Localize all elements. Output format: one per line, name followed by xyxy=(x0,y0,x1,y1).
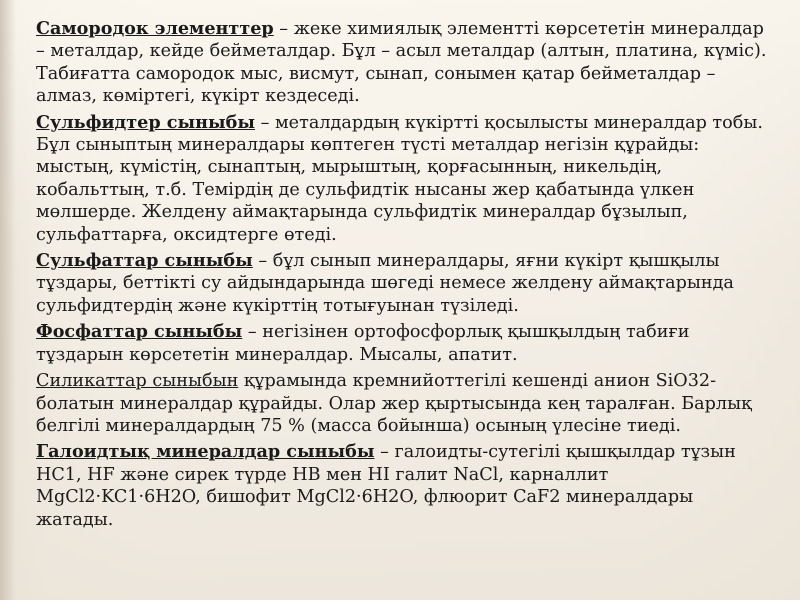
term-native-elements: Самородок элементтер xyxy=(36,18,274,39)
paragraph-text: – жеке химиялық элементті көрсететін минералдар – металдар, кейде бейметалдар. Бұл – асыл металдар (алтын, платина, күміс). Табиғатта самородок мыс, висмут, сынап, сонымен қатар бейметалдар – алмаз, көміртегі, күкірт кездеседі. xyxy=(36,19,767,107)
slide-content xyxy=(36,18,776,535)
slide-left-edge xyxy=(0,0,16,600)
paragraph-sulfides xyxy=(36,112,776,246)
paragraph-text: құрамында кремнийоттегілі кешенді анион SiO32- болатын минералдар құрайды. Олар жер қыртысында кең таралған. Барлық белгілі минералдардың 75 % (масса бойынша) осының үлесіне тиеді. xyxy=(36,371,752,436)
paragraph-sulfates xyxy=(36,250,776,317)
paragraph-silicates xyxy=(36,370,776,437)
term-silicates: Силикаттар сыныбын xyxy=(36,371,239,392)
paragraph-phosphates xyxy=(36,321,776,366)
paragraph-text: – галоидты-сутегілі қышқылдар тұзын HC1, HF және сирек түрде HB мен HI галит NaCl, карналлит MgCl2·KC1·6H2O, бишофит MgCl2·6H2O, флюорит CaF2 минералдары жатады. xyxy=(36,442,736,530)
term-halides: Галоидтық минералдар сыныбы xyxy=(36,441,375,463)
paragraph-text: – негізінен ортофосфорлық қышқылдың табиғи тұздарын көрсететін минералдар. Мысалы, апатит. xyxy=(36,322,690,365)
paragraph-text: – бұл сынып минералдары, яғни күкірт қышқылы тұздары, беттікті су айдындарында шөгеді немесе желдену аймақтарында сульфидтердің және күкірттің тотығуынан түзіледі. xyxy=(36,251,734,316)
paragraph-native-elements xyxy=(36,18,776,108)
term-phosphates: Фосфаттар сыныбы xyxy=(36,321,243,343)
paragraph-halides xyxy=(36,441,776,531)
paragraph-text: – металдардың күкіртті қосылысты минералдар тобы. Бұл сыныптың минералдары көптеген түсті металдар негізін құрайды: мыстың, күмістің, сынаптың, мырыштың, қорғасынның, никельдің, кобальттың, т.б. Темірдің де сульфидтік нысаны жер қабатында үлкен мөлшерде. Желдену аймақтарында сульфидтік минералдар бұзылып, сульфаттарға, оксидтерге өтеді. xyxy=(36,112,763,245)
term-sulfates: Сульфаттар сыныбы xyxy=(36,250,253,272)
term-sulfides: Сульфидтер сыныбы xyxy=(36,111,256,133)
